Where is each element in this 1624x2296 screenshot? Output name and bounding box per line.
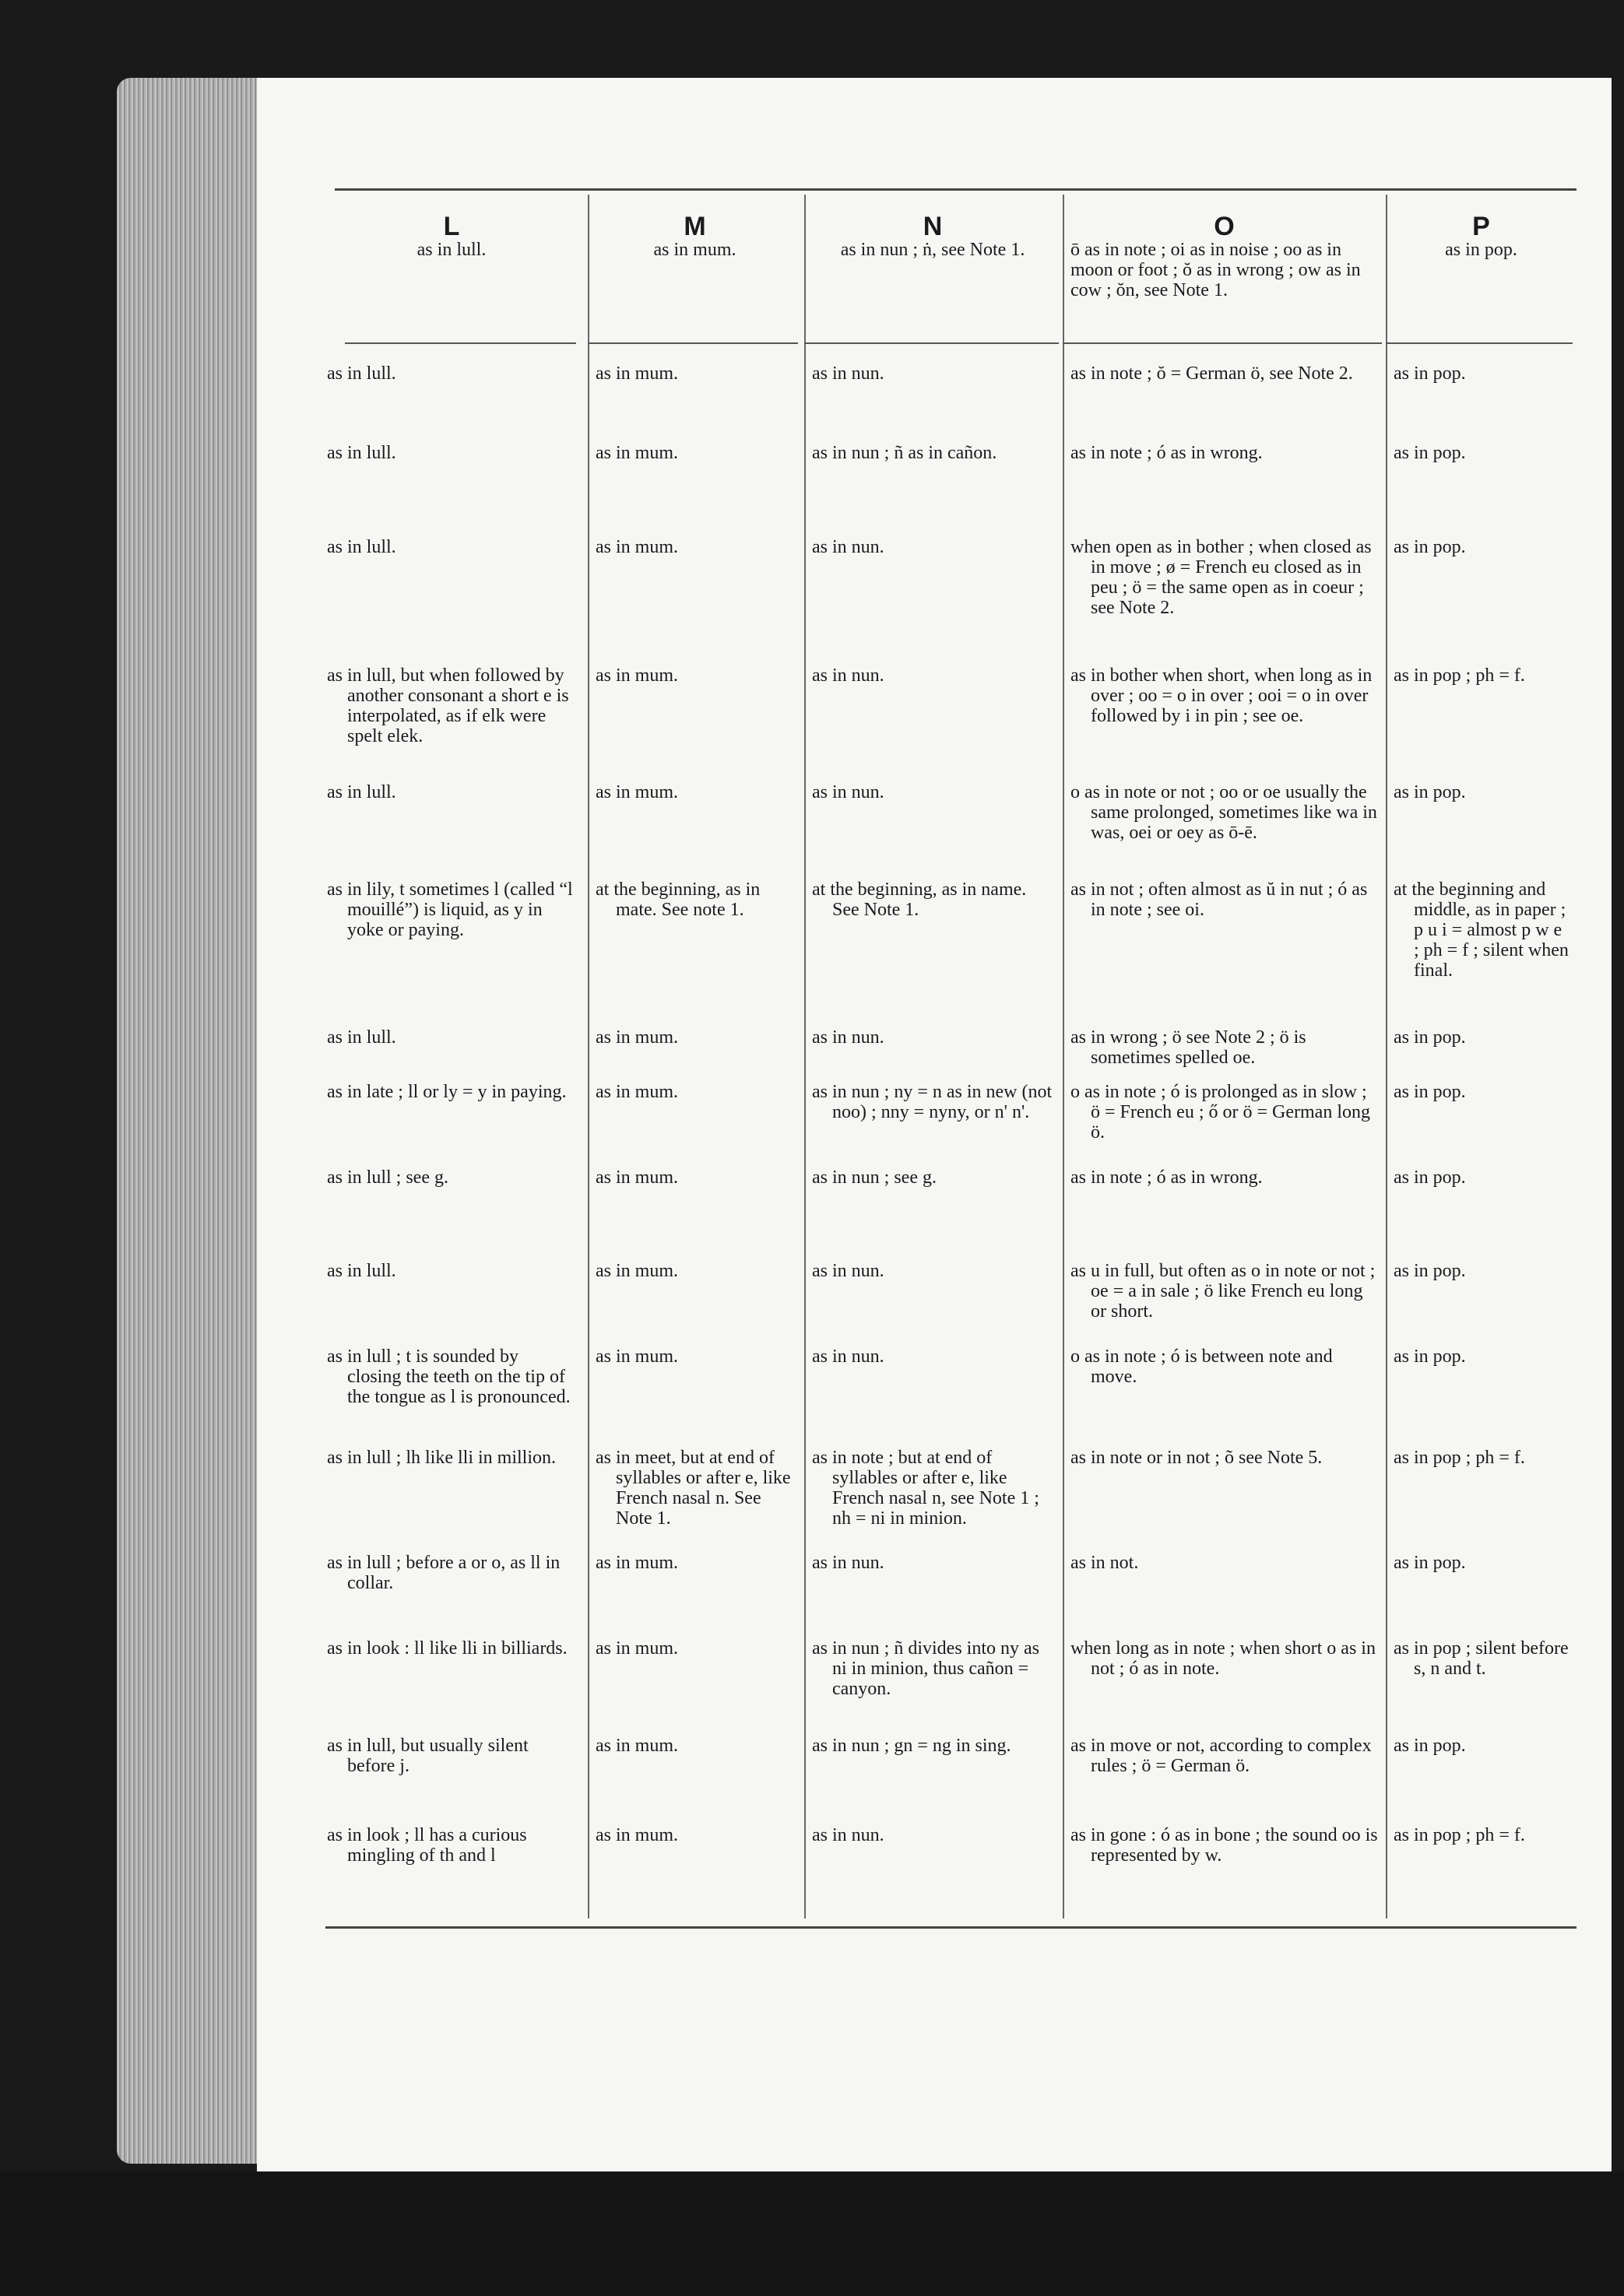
table-cell	[596, 1825, 794, 1845]
table-cell	[1394, 1261, 1569, 1281]
table-cell	[596, 363, 794, 384]
cell-text: as in lull.	[327, 363, 396, 384]
table-cell	[327, 1448, 576, 1468]
table-cell	[812, 363, 1053, 384]
table-cell	[812, 1082, 1053, 1122]
column-divider	[1386, 195, 1387, 1919]
cell-text: as in mum.	[596, 1167, 678, 1188]
table-cell	[812, 1261, 1053, 1281]
cell-text: as in mum.	[596, 1082, 678, 1102]
table-cell	[327, 443, 576, 463]
cell-text: as in pop.	[1394, 1082, 1466, 1102]
cell-text: as in lull, but when followed by another consonant a short e is interpolated, as if elk were spelt elek.	[327, 665, 569, 746]
table-cell	[1070, 665, 1378, 726]
table-cell	[327, 537, 576, 557]
cell-text: as in mum.	[596, 1261, 678, 1281]
table-cell	[596, 1261, 794, 1281]
table-cell	[812, 1736, 1053, 1756]
cell-text: as in note ; ó as in wrong.	[1070, 1167, 1263, 1188]
table-cell	[1070, 1346, 1378, 1387]
table-cell	[327, 363, 576, 384]
table-cell	[1070, 1167, 1378, 1188]
column-description: as in lull.	[417, 240, 487, 260]
header-underline	[345, 342, 576, 344]
table-cell	[812, 879, 1053, 920]
column-divider	[804, 195, 806, 1919]
table-cell	[1070, 1553, 1378, 1573]
table-cell	[812, 537, 1053, 557]
cell-text: as in mum.	[596, 443, 678, 463]
cell-text: as in lull.	[327, 537, 396, 557]
table-cell	[1070, 1825, 1378, 1866]
header-underline	[1063, 342, 1382, 344]
cell-text: when open as in bother ; when closed as in move ; ø = French eu closed as in peu ; ö = the same open as in coeur ; see Note 2.	[1070, 537, 1372, 618]
cell-text: as in meet, but at end of syllables or after e, like French nasal n. See Note 1.	[596, 1448, 791, 1529]
cell-text: as in mum.	[596, 1736, 678, 1756]
table-cell	[327, 782, 576, 802]
table-cell	[1070, 1082, 1378, 1143]
cell-text: as in pop.	[1394, 1736, 1466, 1756]
cell-text: as in nun ; ñ as in cañon.	[812, 443, 997, 463]
cell-text: as in pop.	[1394, 537, 1466, 557]
cell-text: as in nun.	[812, 1346, 884, 1367]
table-cell	[1394, 1167, 1569, 1188]
table-cell	[596, 782, 794, 802]
table-top-rule	[335, 188, 1577, 191]
cell-text: as in mum.	[596, 363, 678, 384]
table-cell	[596, 1638, 794, 1659]
table-cell	[596, 1553, 794, 1573]
page-shadow	[0, 2171, 1624, 2296]
table-cell	[1070, 537, 1378, 618]
cell-text: as in pop.	[1394, 1346, 1466, 1367]
cell-text: as in pop.	[1394, 1027, 1466, 1048]
table-cell	[1394, 443, 1569, 463]
cell-text: o as in note or not ; oo or oe usually the same prolonged, sometimes like wa in was, oei or oey as ō-ē.	[1070, 782, 1377, 843]
table-cell	[1394, 1027, 1569, 1048]
column-letter: M	[684, 212, 706, 241]
table-cell	[812, 443, 1053, 463]
table-cell	[1070, 1448, 1378, 1468]
cell-text: as in note ; but at end of syllables or after e, like French nasal n, see Note 1 ; nh = ni in minion.	[812, 1448, 1039, 1529]
table-cell	[327, 1736, 576, 1776]
cell-text: as in not ; often almost as ŭ in nut ; ó as in note ; see oi.	[1070, 879, 1368, 920]
header-underline	[588, 342, 798, 344]
column-divider	[588, 195, 589, 1919]
cell-text: as in lull, but usually silent before j.	[327, 1736, 529, 1776]
cell-text: as in nun ; see g.	[812, 1167, 937, 1188]
cell-text: as in nun.	[812, 1553, 884, 1573]
table-cell	[812, 1448, 1053, 1529]
column-description: ō as in note ; oi as in noise ; oo as in moon or foot ; ŏ as in wrong ; ow as in cow ; ŏn, see Note 1.	[1070, 240, 1361, 300]
cell-text: as in mum.	[596, 1553, 678, 1573]
cell-text: as in pop.	[1394, 1167, 1466, 1188]
table-cell	[1394, 665, 1569, 686]
table-cell	[596, 1448, 794, 1529]
cell-text: as in nun ; ñ divides into ny as ni in minion, thus cañon = canyon.	[812, 1638, 1039, 1699]
table-cell	[812, 782, 1053, 802]
cell-text: as in nun.	[812, 665, 884, 686]
cell-text: as in pop.	[1394, 782, 1466, 802]
cell-text: as in wrong ; ö see Note 2 ; ö is sometimes spelled oe.	[1070, 1027, 1306, 1068]
cell-text: as in pop.	[1394, 443, 1466, 463]
cell-text: as in pop.	[1394, 1553, 1466, 1573]
cell-text: as in nun.	[812, 537, 884, 557]
table-cell	[596, 1082, 794, 1102]
column-description: as in mum.	[653, 240, 736, 260]
cell-text: o as in note ; ó is between note and move.	[1070, 1346, 1333, 1387]
cell-text: as in nun ; ny = n as in new (not noo) ; nny = nyny, or n' n'.	[812, 1082, 1053, 1122]
cell-text: o as in note ; ó is prolonged as in slow ; ö = French eu ; ő or ö = German long ö.	[1070, 1082, 1370, 1143]
cell-text: at the beginning, as in name. See Note 1.	[812, 879, 1027, 920]
cell-text: as in not.	[1070, 1553, 1139, 1573]
cell-text: as in pop ; ph = f.	[1394, 1825, 1525, 1845]
table-cell	[1394, 1448, 1569, 1468]
table-cell	[596, 1027, 794, 1048]
table-cell	[1070, 782, 1378, 843]
table-cell	[327, 879, 576, 940]
table-cell	[327, 1261, 576, 1281]
table-cell	[1394, 782, 1569, 802]
table-cell	[596, 1167, 794, 1188]
cell-text: as in lull ; lh like lli in million.	[327, 1448, 556, 1468]
cell-text: as in lull ; before a or o, as ll in collar.	[327, 1553, 561, 1593]
table-cell	[1070, 879, 1378, 920]
table-cell	[1070, 1261, 1378, 1322]
column-letter: O	[1214, 212, 1235, 241]
table-cell	[327, 1825, 576, 1866]
cell-text: as in pop ; silent before s, n and t.	[1394, 1638, 1569, 1679]
table-cell	[812, 1346, 1053, 1367]
table-cell	[327, 1553, 576, 1593]
table-cell	[1394, 537, 1569, 557]
cell-text: as in lull.	[327, 1261, 396, 1281]
table-cell	[1394, 1825, 1569, 1845]
cell-text: as in mum.	[596, 1638, 678, 1659]
table-cell	[812, 1027, 1053, 1048]
table-cell	[1070, 363, 1378, 384]
table-cell	[1394, 1638, 1569, 1679]
dictionary-page	[257, 78, 1612, 2171]
column-letter: N	[923, 212, 943, 241]
cell-text: as in look ; ll has a curious mingling of th and l	[327, 1825, 527, 1866]
cell-text: as in mum.	[596, 1027, 678, 1048]
table-cell	[1070, 1638, 1378, 1679]
table-cell	[1070, 1027, 1378, 1068]
cell-text: as in pop.	[1394, 1261, 1466, 1281]
cell-text: as in nun.	[812, 1825, 884, 1845]
header-underline	[804, 342, 1059, 344]
table-cell	[812, 1825, 1053, 1845]
table-cell	[596, 537, 794, 557]
book-page-edge	[117, 78, 265, 2164]
cell-text: as in nun.	[812, 363, 884, 384]
cell-text: as in lull ; see g.	[327, 1167, 448, 1188]
table-cell	[1394, 363, 1569, 384]
table-cell	[596, 1736, 794, 1756]
table-cell	[1070, 1736, 1378, 1776]
table-cell	[596, 665, 794, 686]
table-cell	[812, 1638, 1053, 1699]
table-cell	[327, 1082, 576, 1102]
table-cell	[812, 1553, 1053, 1573]
column-divider	[1063, 195, 1064, 1919]
cell-text: as in nun.	[812, 1027, 884, 1048]
cell-text: as in move or not, according to complex rules ; ö = German ö.	[1070, 1736, 1372, 1776]
cell-text: as in lull ; t is sounded by closing the teeth on the tip of the tongue as l is pronounced.	[327, 1346, 571, 1407]
table-cell	[1394, 879, 1569, 981]
cell-text: as in lily, t sometimes l (called “l mouillé”) is liquid, as y in yoke or paying.	[327, 879, 573, 940]
cell-text: as in lull.	[327, 443, 396, 463]
cell-text: as in nun.	[812, 1261, 884, 1281]
table-cell	[596, 1346, 794, 1367]
cell-text: as u in full, but often as o in note or not ; oe = a in sale ; ö like French eu long or short.	[1070, 1261, 1376, 1322]
cell-text: as in nun ; gn = ng in sing.	[812, 1736, 1011, 1756]
cell-text: as in note or in not ; õ see Note 5.	[1070, 1448, 1323, 1468]
cell-text: as in mum.	[596, 665, 678, 686]
table-cell	[812, 1167, 1053, 1188]
table-bottom-rule	[325, 1926, 1577, 1929]
cell-text: as in note ; ŏ = German ö, see Note 2.	[1070, 363, 1353, 384]
header-underline	[1386, 342, 1573, 344]
table-cell	[327, 1027, 576, 1048]
cell-text: as in lull.	[327, 1027, 396, 1048]
table-cell	[1394, 1736, 1569, 1756]
cell-text: as in late ; ll or ly = y in paying.	[327, 1082, 567, 1102]
column-description: as in pop.	[1445, 240, 1517, 260]
cell-text: as in mum.	[596, 1825, 678, 1845]
cell-text: at the beginning, as in mate. See note 1.	[596, 879, 761, 920]
cell-text: as in mum.	[596, 537, 678, 557]
table-cell	[1394, 1346, 1569, 1367]
cell-text: as in look : ll like lli in billiards.	[327, 1638, 568, 1659]
cell-text: as in bother when short, when long as in over ; oo = o in over ; ooi = o in over followed by i in pin ; see oe.	[1070, 665, 1373, 726]
table-cell	[1394, 1082, 1569, 1102]
cell-text: as in pop ; ph = f.	[1394, 1448, 1525, 1468]
table-cell	[596, 879, 794, 920]
table-cell	[327, 665, 576, 746]
cell-text: at the beginning and middle, as in paper ; p u i = almost p w e ; ph = f ; silent when final.	[1394, 879, 1569, 981]
column-letter: L	[443, 212, 460, 241]
cell-text: as in gone : ó as in bone ; the sound oo is represented by w.	[1070, 1825, 1378, 1866]
column-letter: P	[1472, 212, 1490, 241]
table-cell	[327, 1167, 576, 1188]
table-cell	[327, 1346, 576, 1407]
cell-text: as in nun.	[812, 782, 884, 802]
cell-text: as in note ; ó as in wrong.	[1070, 443, 1263, 463]
cell-text: when long as in note ; when short o as in not ; ó as in note.	[1070, 1638, 1376, 1679]
table-cell	[596, 443, 794, 463]
cell-text: as in mum.	[596, 1346, 678, 1367]
cell-text: as in mum.	[596, 782, 678, 802]
cell-text: as in pop.	[1394, 363, 1466, 384]
table-cell	[327, 1638, 576, 1659]
table-cell	[812, 665, 1053, 686]
cell-text: as in pop ; ph = f.	[1394, 665, 1525, 686]
column-description: as in nun ; ṅ, see Note 1.	[840, 240, 1025, 260]
table-cell	[1070, 443, 1378, 463]
cell-text: as in lull.	[327, 782, 396, 802]
table-cell	[1394, 1553, 1569, 1573]
